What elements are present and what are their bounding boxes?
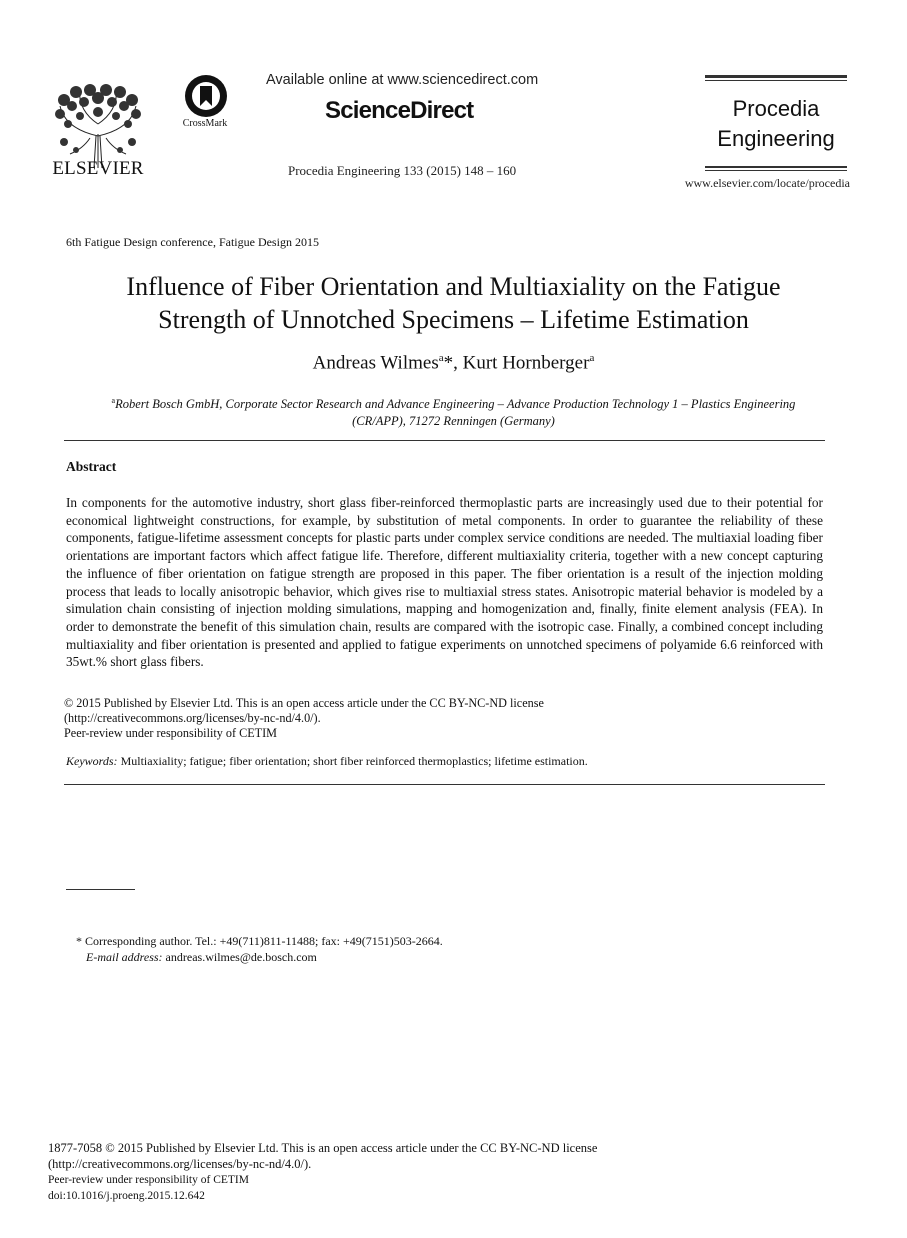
doi-link[interactable]: doi:10.1016/j.proeng.2015.12.642 xyxy=(48,1190,205,1202)
journal-reference: Procedia Engineering 133 (2015) 148 – 160 xyxy=(288,163,517,178)
affiliation xyxy=(80,392,827,430)
affiliation-line2: (CR/APP), 71272 Renningen (Germany) xyxy=(352,414,555,429)
sciencedirect-brand[interactable]: ScienceDirect xyxy=(325,97,474,124)
journal-url-link[interactable]: www.elsevier.com/locate/procedia xyxy=(684,176,850,190)
peer-review-note: Peer-review under responsibility of CETIM xyxy=(48,1174,249,1186)
keywords-label: Keywords: xyxy=(66,754,118,768)
affiliation-marker: a xyxy=(589,352,595,364)
available-online-text[interactable]: Available online at www.sciencedirect.com xyxy=(266,72,539,88)
copyright-notice xyxy=(64,696,824,741)
journal-name xyxy=(705,94,847,154)
email-label: E-mail address: xyxy=(86,950,163,964)
author-list xyxy=(60,352,847,374)
author-name: Kurt Hornberger xyxy=(462,352,590,374)
peer-review-note: Peer-review under responsibility of CETIM xyxy=(64,726,277,740)
author-name: Andreas Wilmes xyxy=(312,352,439,374)
crossmark-label: CrossMark xyxy=(182,118,228,129)
title-line2: Strength of Unnotched Specimens – Lifetime Estimation xyxy=(158,305,749,334)
journal-name-line1: Procedia xyxy=(732,96,820,121)
email-link[interactable]: andreas.wilmes@de.bosch.com xyxy=(165,950,317,964)
affiliation-marker: a xyxy=(111,396,116,405)
journal-header-rule xyxy=(705,80,847,81)
title-line1: Influence of Fiber Orientation and Multiaxiality on the Fatigue xyxy=(126,272,781,301)
footnote-rule xyxy=(66,889,135,890)
journal-header-rule xyxy=(705,75,847,78)
copyright-line: © 2015 Published by Elsevier Ltd. This is an open access article under the CC BY-NC-ND license xyxy=(64,696,544,710)
corresponding-author-footnote xyxy=(76,933,443,965)
keywords xyxy=(66,754,826,769)
affiliation-line1: Robert Bosch GmbH, Corporate Sector Research and Advance Engineering – Advance Production Technology 1 – Plastics Engineering xyxy=(115,397,796,412)
abstract-heading: Abstract xyxy=(66,459,117,474)
journal-header-rule xyxy=(705,170,847,171)
keywords-list: Multiaxiality; fatigue; fiber orientation; short fiber reinforced thermoplastics; lifetime estimation. xyxy=(120,754,588,768)
conference-name: 6th Fatigue Design conference, Fatigue Design 2015 xyxy=(66,235,319,249)
article-title xyxy=(60,270,847,336)
section-divider xyxy=(64,440,825,441)
section-divider xyxy=(64,784,825,785)
license-link[interactable]: (http://creativecommons.org/licenses/by-nc-nd/4.0/). xyxy=(48,1157,312,1171)
issn-license-line: 1877-7058 © 2015 Published by Elsevier Ltd. This is an open access article under the CC BY-NC-ND license xyxy=(48,1141,598,1155)
journal-name-line2: Engineering xyxy=(717,126,835,151)
corresponding-author-marker[interactable]: *, xyxy=(443,352,463,374)
publication-info xyxy=(48,1140,597,1204)
journal-header-rule xyxy=(705,166,847,168)
elsevier-wordmark: ELSEVIER xyxy=(52,158,144,179)
license-link[interactable]: (http://creativecommons.org/licenses/by-nc-nd/4.0/). xyxy=(64,711,321,725)
abstract-body: In components for the automotive industry, short glass fiber-reinforced thermoplastic parts are increasingly used due to their potential for economical lightweight constructions, for example, by substitution of metal components. In order to guarantee the reliability of these components, fatigue-lifetime assessment concepts for plastic parts under complex service conditions are needed. The multiaxial loading fiber orientations are important factors which affect fatigue life. Therefore, different multiaxiality criteria, together with a new concept capturing the influence of fiber orientation on fatigue strength are proposed in this paper. The fiber orientation is a result of the injection molding process that leads to locally anisotropic behavior, which gives rise to multiaxial stress states. Anisotropic material behavior is modeled by a simulation chain consisting of injection molding simulations, mapping and homogenization and, finally, finite element analysis (FEA). In order to demonstrate the benefit of this simulation chain, results are compared with the isotropic case. Finally, a combined concept including multiaxiality and fiber orientation is presented and applied to fatigue experiments on unnotched specimens of polyamide 6.6 reinforced with 35wt.% short glass fibers. xyxy=(66,495,823,670)
affiliation-marker: a xyxy=(438,352,444,364)
corresponding-author-info: * Corresponding author. Tel.: +49(711)811-11488; fax: +49(7151)503-2664. xyxy=(76,934,443,948)
